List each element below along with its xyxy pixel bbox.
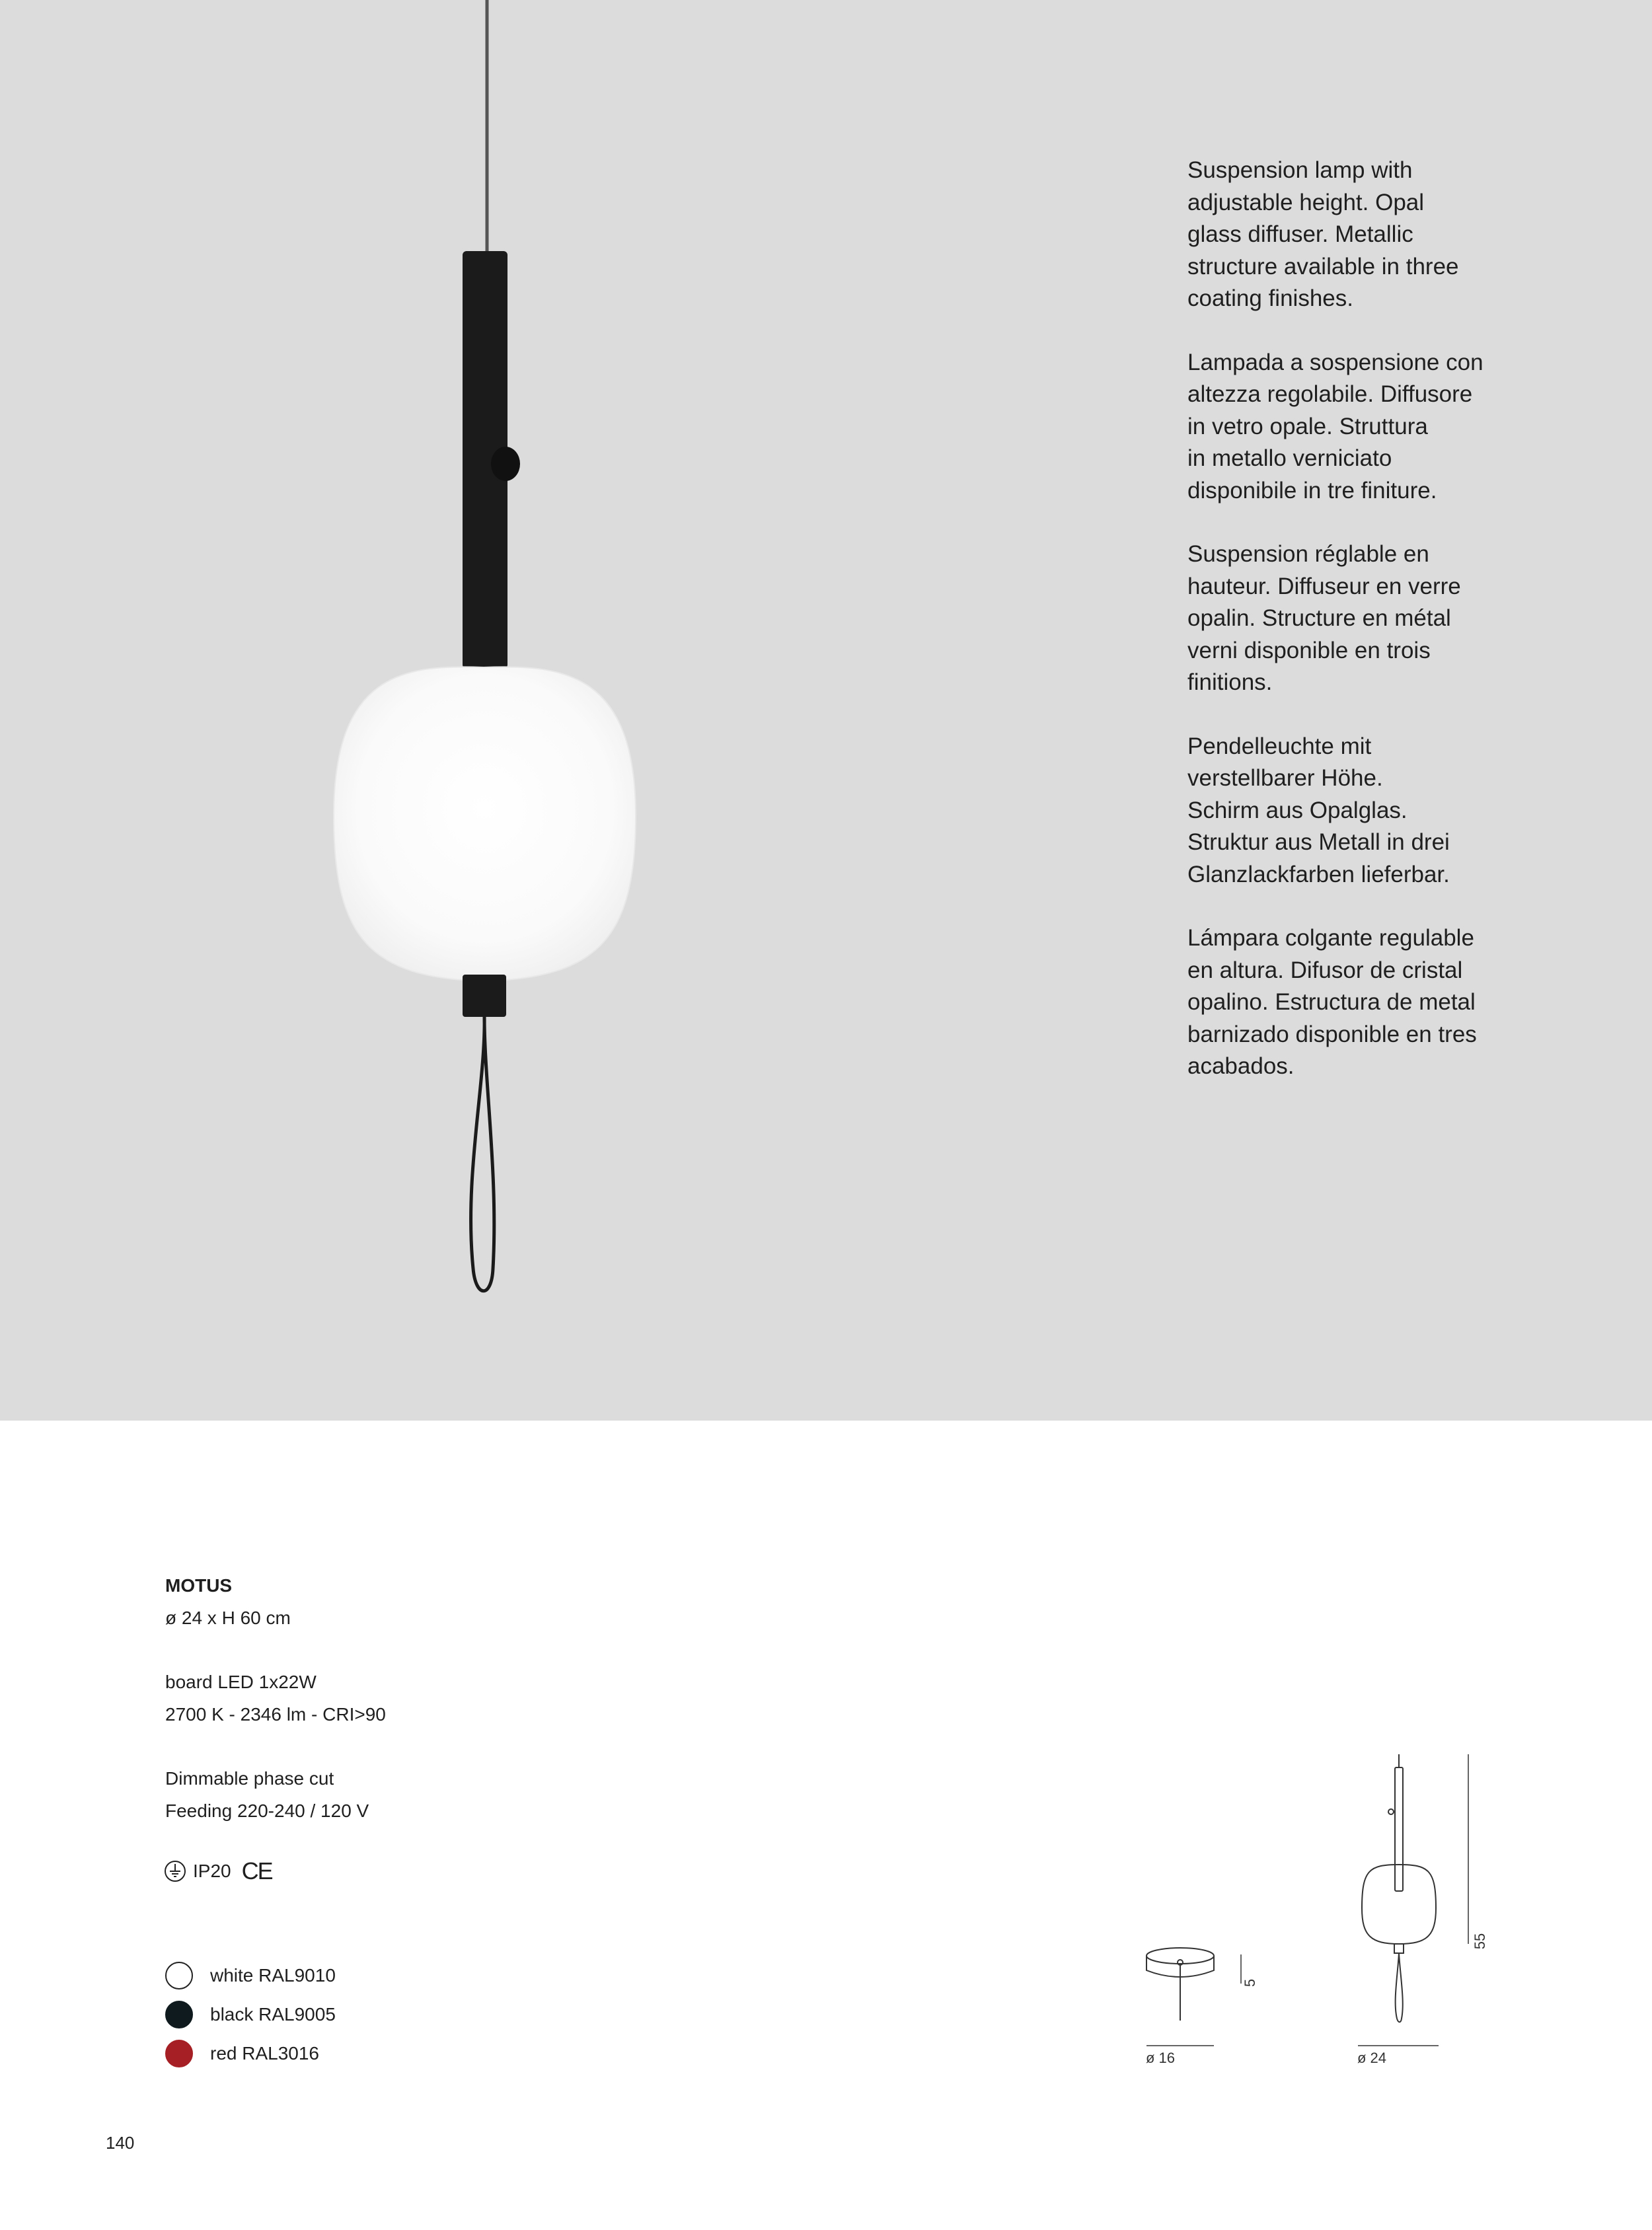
finish-list [165,1956,336,2073]
technical-specs [165,1569,760,1827]
color-swatch-black [165,2001,193,2028]
technical-drawing [1123,1738,1520,2081]
canopy-diameter-label: ø 16 [1146,2050,1176,2066]
light-data: 2700 K - 2346 lm - CRI>90 [165,1704,386,1725]
certifications [164,1858,272,1884]
description-spanish: Lámpara colgante regulable en altura. Difusor de cristal opalino. Estructura de metal barnizado disponible en tres acabados. [1187,925,1477,1079]
color-swatch-white [165,1962,193,1989]
model-size: ø 24 x H 60 cm [165,1608,291,1628]
canopy-height-label: 5 [1242,1978,1259,1988]
dimming-info: Dimmable phase cut [165,1768,334,1789]
ce-mark: CE [241,1857,272,1884]
description-english: Suspension lamp with adjustable height. Opal glass diffuser. Metallic structure available in three coating finishes. [1187,157,1459,311]
description-german: Pendelleuchte mit verstellbarer Höhe. Schirm aus Opalglas. Struktur aus Metall in drei Glanzlackfarben lieferbar. [1187,733,1450,887]
finish-label: white RAL9010 [210,1964,336,1986]
color-swatch-red [165,2040,193,2067]
finish-item-red [165,2034,336,2073]
model-name: MOTUS [165,1575,233,1596]
page-number: 140 [106,2133,135,2153]
description-italian: Lampada a sospensione con altezza regolabile. Diffusore in vetro opale. Struttura in metallo verniciato disponibile in tre finiture. [1187,349,1483,503]
feeding-info: Feeding 220-240 / 120 V [165,1801,369,1821]
ip-rating: IP20 [193,1861,231,1881]
finish-label: black RAL9005 [210,2003,336,2025]
lamp-diameter-label: ø 24 [1357,2050,1387,2066]
canopy-drawing [1146,1948,1241,2046]
finish-label: red RAL3016 [210,2042,320,2063]
lamp-side-drawing [1358,1754,1468,2046]
light-source: board LED 1x22W [165,1672,317,1692]
product-description [1187,155,1531,1115]
finish-item-white [165,1956,336,1995]
ground-symbol-icon [164,1860,186,1882]
finish-item-black [165,1995,336,2034]
lamp-height-label: 55 [1472,1933,1489,1950]
description-french: Suspension réglable en hauteur. Diffuseur en verre opalin. Structure en métal verni disponible en trois finitions. [1187,541,1461,695]
